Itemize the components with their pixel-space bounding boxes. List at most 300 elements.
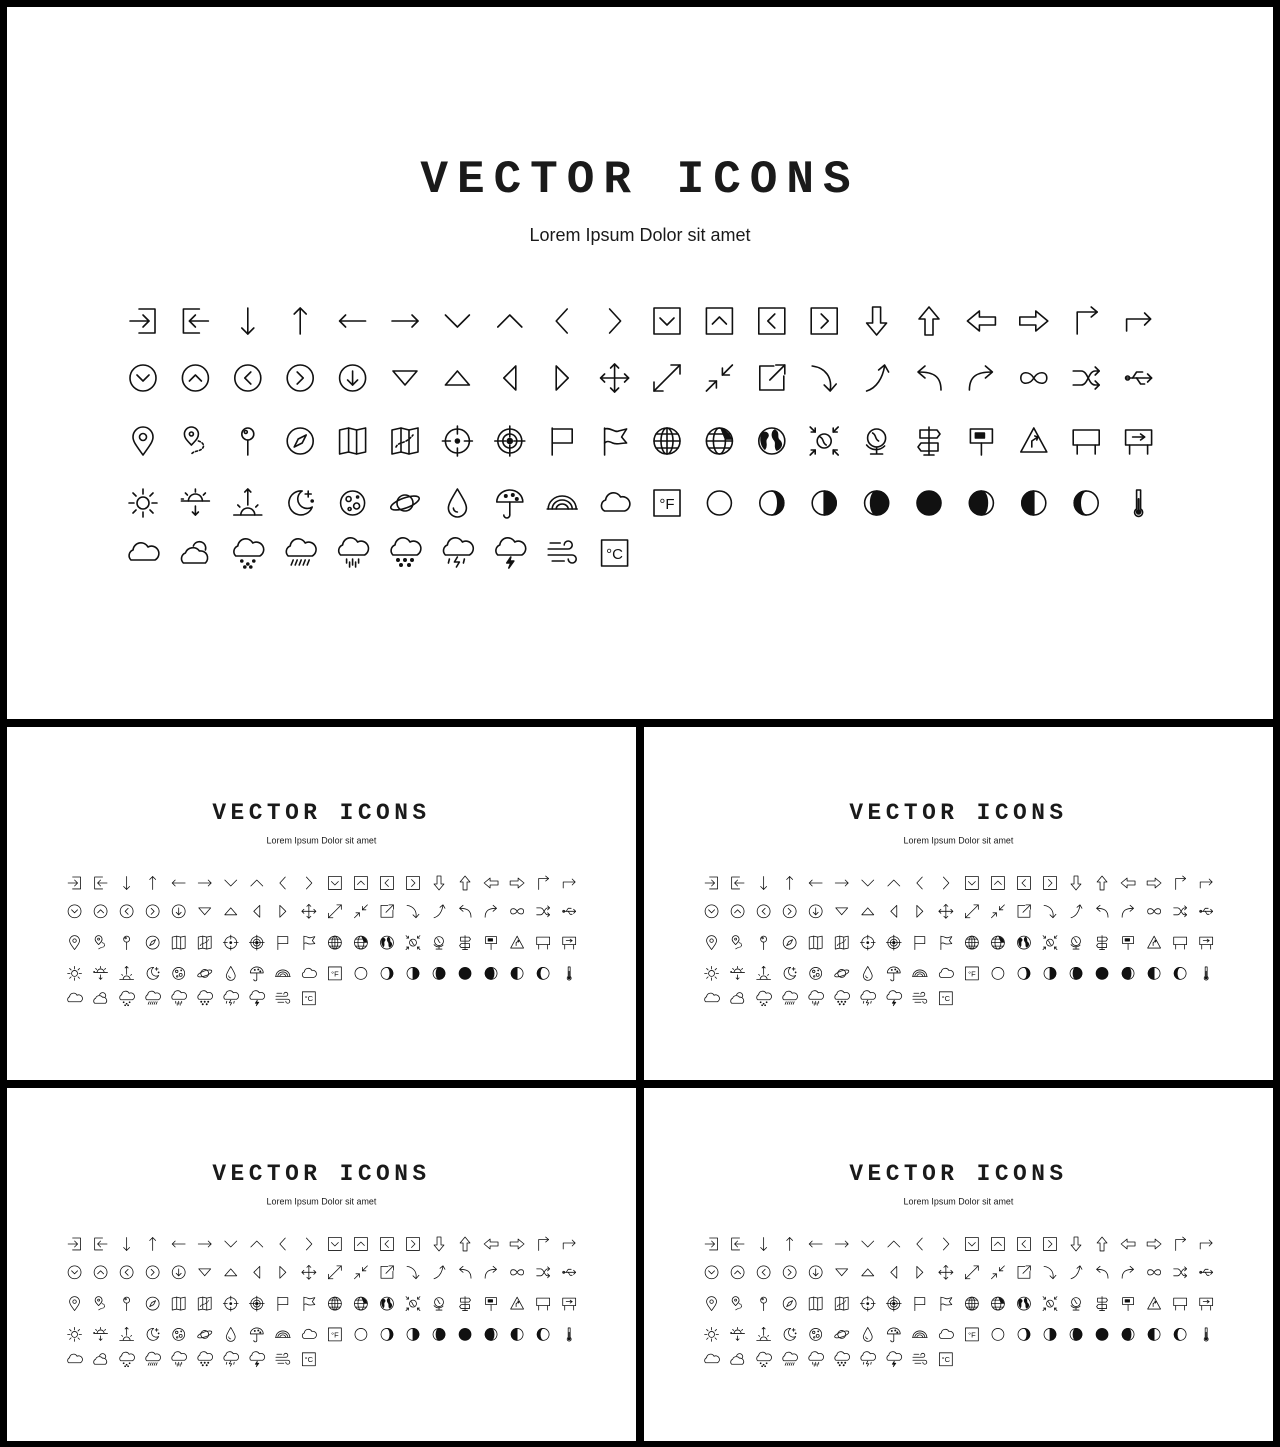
arrow-left-icon	[809, 880, 822, 886]
location-pin-icon	[761, 1297, 767, 1310]
sunrise-icon	[757, 966, 771, 979]
fahrenheit-icon	[328, 1328, 341, 1341]
turn-right-icon	[1127, 313, 1151, 331]
cloud-snow-icon	[835, 1352, 850, 1366]
chevron-down-icon	[445, 315, 469, 327]
celsius-label: °C	[304, 994, 314, 1004]
square-chevron-right-icon	[407, 877, 420, 890]
chevron-up-icon	[251, 1241, 263, 1247]
loop-icon	[511, 909, 524, 914]
celsius-label: °C	[941, 994, 951, 1004]
chevron-right-icon	[306, 1238, 311, 1250]
arrow-up-icon	[150, 1238, 156, 1251]
circle-chevron-down-icon	[130, 365, 156, 391]
celsius-icon	[939, 1353, 952, 1366]
umbrella-icon	[250, 967, 263, 981]
login-icon	[705, 1238, 717, 1250]
first-quarter-icon	[407, 1328, 419, 1340]
sunset-icon	[731, 1327, 745, 1340]
circle-chevron-left-icon	[120, 1266, 133, 1279]
hollow-arrow-up-icon	[919, 307, 939, 335]
expand-icon	[965, 1266, 978, 1279]
curved-arrow-up-icon	[867, 365, 889, 391]
shuffle-icon	[1174, 906, 1187, 917]
waning-crescent-icon	[1174, 967, 1186, 979]
slide-subtitle: Lorem Ipsum Dolor sit amet	[903, 1196, 1014, 1207]
arrow-right-icon	[392, 315, 418, 327]
collapse-icon	[706, 365, 732, 391]
earth-arrows-icon	[406, 1297, 420, 1311]
globe-icon	[328, 1297, 341, 1310]
sun-icon	[705, 1327, 719, 1341]
move-icon	[302, 1265, 316, 1279]
map-pin-icon	[707, 936, 717, 950]
cloud-snow-icon	[835, 991, 850, 1005]
cloud-thunder-icon	[861, 991, 876, 1006]
curved-arrow-up-icon	[434, 905, 445, 918]
waxing-gibbous-icon	[1070, 1328, 1082, 1340]
signpost-icon	[1097, 936, 1108, 950]
loop-icon	[1148, 909, 1161, 914]
new-moon-icon	[355, 1328, 367, 1340]
globe-alt-icon	[706, 428, 732, 454]
external-link-icon	[381, 905, 393, 917]
flag-icon	[552, 428, 572, 455]
chevron-down-icon	[225, 880, 237, 886]
warning-road-icon	[1148, 1297, 1161, 1309]
circle-arrow-down-icon	[809, 905, 822, 918]
moon-stars-icon	[147, 967, 159, 979]
route-pin-icon	[95, 936, 105, 950]
loop-icon	[1148, 1270, 1161, 1275]
cloud-heavy-rain-icon	[809, 991, 824, 1006]
fahrenheit-label: °F	[968, 1330, 976, 1340]
waning-crescent-icon	[1174, 1328, 1186, 1340]
hollow-arrow-up-icon	[1097, 1237, 1107, 1251]
chevron-down-icon	[862, 1241, 874, 1247]
curved-arrow-up-icon	[434, 1266, 445, 1279]
warning-road-icon	[511, 1297, 524, 1309]
login-icon	[705, 877, 717, 889]
waning-crescent-icon	[537, 967, 549, 979]
square-chevron-down-icon	[328, 1238, 341, 1251]
waning-crescent-icon	[537, 1328, 549, 1340]
route-pin-icon	[732, 1297, 742, 1311]
earth-icon	[759, 428, 785, 454]
celsius-icon	[602, 540, 628, 566]
billboard-icon	[1174, 1298, 1187, 1310]
expand-icon	[965, 905, 978, 918]
square-chevron-left-icon	[759, 308, 785, 334]
flag-icon	[915, 1297, 925, 1310]
arrow-down-icon	[242, 308, 254, 334]
expand-icon	[328, 1266, 341, 1279]
cloud-sun-icon	[731, 993, 744, 1004]
slide-thumbnail-top-left[interactable]	[7, 727, 636, 1080]
square-chevron-right-icon	[1044, 1238, 1057, 1251]
arrow-left-icon	[340, 315, 366, 327]
arrow-down-icon	[124, 877, 130, 890]
external-link-icon	[1018, 905, 1030, 917]
hollow-arrow-right-icon	[510, 878, 524, 888]
triangle-left-icon	[891, 1266, 897, 1278]
chevron-right-icon	[943, 877, 948, 889]
circle-chevron-left-icon	[120, 905, 133, 918]
warning-road-icon	[1148, 936, 1161, 948]
umbrella-icon	[250, 1328, 263, 1342]
map-pin-icon	[70, 936, 80, 950]
hollow-arrow-left-icon	[484, 1239, 498, 1249]
new-moon-icon	[992, 1328, 1004, 1340]
full-moon-icon	[1096, 967, 1108, 979]
arrow-left-icon	[172, 880, 185, 886]
sunset-icon	[181, 489, 209, 515]
hollow-arrow-left-icon	[1121, 878, 1135, 888]
hollow-arrow-up-icon	[1097, 876, 1107, 890]
cloud-drizzle-icon	[757, 1352, 772, 1367]
triangle-right-icon	[280, 905, 286, 917]
usb-icon	[1200, 908, 1213, 914]
cloud-icon	[601, 493, 629, 511]
hollow-arrow-left-icon	[484, 878, 498, 888]
slide-thumbnail-top-right[interactable]	[644, 727, 1273, 1080]
water-drop-icon	[863, 966, 872, 980]
circle-chevron-left-icon	[757, 905, 770, 918]
cloud-rain-icon	[783, 991, 798, 1004]
move-icon	[302, 904, 316, 918]
moon-stars-icon	[289, 491, 313, 515]
arrow-up-icon	[787, 877, 793, 890]
redo-icon	[969, 366, 992, 390]
rainbow-icon	[275, 1331, 290, 1337]
cloud-drizzle-icon	[234, 539, 264, 568]
loop-icon	[1021, 373, 1047, 384]
slide-title: VECTOR ICONS	[212, 800, 431, 826]
cloud-drizzle-icon	[757, 991, 772, 1006]
cloud-lightning-icon	[250, 1352, 265, 1367]
slide-thumbnail-bottom-left[interactable]	[7, 1088, 636, 1441]
waxing-crescent-icon	[1018, 967, 1030, 979]
map-pin-icon	[133, 427, 153, 455]
thermometer-icon	[567, 967, 571, 980]
triangle-down-icon	[836, 1269, 848, 1276]
shuffle-icon	[1073, 367, 1099, 389]
earth-icon	[380, 936, 393, 949]
expand-icon	[328, 905, 341, 918]
slide-title: VECTOR ICONS	[849, 1161, 1068, 1187]
cloud-lightning-icon	[887, 991, 902, 1006]
circle-chevron-left-icon	[235, 365, 261, 391]
earth-icon	[1017, 936, 1030, 949]
full-moon-icon	[459, 1328, 471, 1340]
sun-icon	[68, 966, 82, 980]
first-quarter-icon	[1044, 1328, 1056, 1340]
redo-icon	[1122, 1266, 1133, 1278]
waxing-gibbous-icon	[433, 1328, 445, 1340]
undo-icon	[460, 905, 471, 917]
planet-icon	[834, 969, 850, 979]
globe-alt-icon	[354, 936, 367, 949]
map-route-icon	[198, 936, 211, 949]
hollow-arrow-up-icon	[460, 1237, 470, 1251]
icon-grid	[7, 727, 636, 1080]
logout-icon	[95, 1238, 107, 1250]
wind-icon	[548, 541, 576, 563]
undo-icon	[918, 366, 941, 390]
fahrenheit-label: °F	[968, 969, 976, 979]
planet-icon	[834, 1330, 850, 1340]
signpost-icon	[918, 427, 940, 455]
usb-icon	[563, 1269, 576, 1275]
arrow-right-icon	[835, 1241, 848, 1247]
sun-icon	[705, 966, 719, 980]
hollow-arrow-right-icon	[1020, 311, 1048, 331]
flag-icon	[278, 1297, 288, 1310]
cloud-icon	[939, 1329, 953, 1338]
crosshair-icon	[223, 1296, 238, 1311]
turn-right-up-icon	[539, 1237, 549, 1250]
shuffle-icon	[537, 1267, 550, 1278]
waxing-gibbous-icon	[433, 967, 445, 979]
slide-title: VECTOR ICONS	[849, 800, 1068, 826]
chevron-left-icon	[917, 877, 922, 889]
curved-arrow-down-icon	[1044, 905, 1056, 917]
circle-chevron-up-icon	[182, 365, 208, 391]
square-chevron-down-icon	[654, 308, 680, 334]
billboard-arrow-icon	[1200, 1298, 1213, 1310]
square-chevron-left-icon	[1017, 877, 1030, 890]
triangle-up-icon	[225, 908, 237, 915]
curved-arrow-down-icon	[812, 366, 836, 391]
last-quarter-icon	[1022, 491, 1046, 515]
square-chevron-up-icon	[991, 1238, 1004, 1251]
full-moon-icon	[459, 967, 471, 979]
square-chevron-down-icon	[965, 1238, 978, 1251]
triangle-right-icon	[280, 1266, 286, 1278]
new-moon-icon	[992, 967, 1004, 979]
triangle-right-icon	[556, 366, 568, 390]
hollow-arrow-down-icon	[867, 307, 887, 335]
billboard-arrow-icon	[563, 937, 576, 949]
water-drop-icon	[226, 966, 235, 980]
slide-subtitle: Lorem Ipsum Dolor sit amet	[529, 225, 751, 245]
map-icon	[809, 1297, 822, 1310]
sunset-icon	[94, 1327, 108, 1340]
wind-icon	[913, 1353, 927, 1364]
flag-waving-icon	[941, 1297, 952, 1310]
cloud-sun-icon	[182, 542, 208, 563]
waning-crescent-icon	[1074, 491, 1098, 515]
usb-icon	[1200, 1269, 1213, 1275]
water-drop-icon	[226, 1327, 235, 1341]
slide-subtitle: Lorem Ipsum Dolor sit amet	[266, 1196, 377, 1207]
circle-chevron-down-icon	[68, 905, 81, 918]
expand-icon	[654, 365, 680, 391]
slide-thumbnail-bottom-right[interactable]	[644, 1088, 1273, 1441]
sign-board-icon	[1123, 937, 1134, 950]
slide-title: VECTOR ICONS	[212, 1161, 431, 1187]
triangle-up-icon	[225, 1269, 237, 1276]
cloud-icon	[302, 1329, 316, 1338]
globe-alt-icon	[991, 1297, 1004, 1310]
full-moon-icon	[917, 491, 941, 515]
planet-icon	[197, 969, 213, 979]
square-chevron-down-icon	[328, 877, 341, 890]
globe-alt-icon	[354, 1297, 367, 1310]
cloud-outline-icon	[705, 1354, 720, 1363]
earth-arrows-icon	[1043, 936, 1057, 950]
undo-icon	[1097, 905, 1108, 917]
target-icon	[886, 1296, 901, 1311]
icon-grid-svg	[644, 1088, 1273, 1441]
thermometer-icon	[1204, 1328, 1208, 1341]
redo-icon	[1122, 905, 1133, 917]
sign-board-icon	[970, 429, 992, 455]
triangle-left-icon	[504, 366, 516, 390]
triangle-right-icon	[917, 1266, 923, 1278]
map-pin-icon	[707, 1297, 717, 1311]
target-icon	[495, 426, 525, 456]
globe-icon	[965, 936, 978, 949]
waning-gibbous-icon	[1122, 967, 1134, 979]
sunset-icon	[731, 966, 745, 979]
hollow-arrow-right-icon	[510, 1239, 524, 1249]
waxing-crescent-icon	[381, 1328, 393, 1340]
curved-arrow-down-icon	[407, 905, 419, 917]
billboard-icon	[1073, 430, 1099, 454]
cloud-icon	[939, 968, 953, 977]
sunrise-icon	[234, 489, 262, 515]
first-quarter-icon	[407, 967, 419, 979]
turn-right-up-icon	[1077, 307, 1097, 334]
arrow-right-icon	[835, 880, 848, 886]
cloud-thunder-icon	[224, 991, 239, 1006]
collapse-icon	[354, 905, 367, 918]
billboard-arrow-icon	[1126, 430, 1152, 454]
cloud-snow-icon	[391, 538, 421, 566]
arrow-right-icon	[198, 880, 211, 886]
circle-arrow-down-icon	[809, 1266, 822, 1279]
circle-chevron-up-icon	[94, 1266, 107, 1279]
planet-icon	[389, 493, 421, 513]
triangle-right-icon	[917, 905, 923, 917]
moon-stars-icon	[784, 967, 796, 979]
circle-chevron-right-icon	[146, 905, 159, 918]
chevron-right-icon	[943, 1238, 948, 1250]
celsius-icon	[939, 992, 952, 1005]
square-chevron-up-icon	[706, 308, 732, 334]
fahrenheit-label: °F	[331, 1330, 339, 1340]
waxing-crescent-icon	[1018, 1328, 1030, 1340]
icon-grid-svg	[7, 727, 636, 1080]
flag-icon	[915, 936, 925, 949]
arrow-left-icon	[809, 1241, 822, 1247]
cloud-sun-icon	[94, 1354, 107, 1365]
map-icon	[172, 936, 185, 949]
cloud-outline-icon	[68, 993, 83, 1002]
square-chevron-right-icon	[407, 1238, 420, 1251]
turn-right-icon	[563, 879, 575, 888]
icon-grid	[7, 7, 1273, 719]
logout-icon	[183, 309, 208, 333]
thermometer-icon	[1135, 490, 1143, 516]
celsius-label: °C	[606, 546, 624, 563]
usb-icon	[1126, 372, 1152, 384]
crosshair-icon	[223, 935, 238, 950]
logout-icon	[732, 877, 744, 889]
celsius-label: °C	[941, 1355, 951, 1365]
route-pin-icon	[95, 1297, 105, 1311]
cloud-heavy-rain-icon	[809, 1352, 824, 1367]
move-icon	[601, 364, 629, 392]
chevron-left-icon	[917, 1238, 922, 1250]
location-pin-icon	[124, 1297, 130, 1310]
chevron-down-icon	[862, 880, 874, 886]
fahrenheit-icon	[965, 967, 978, 980]
cloud-drizzle-icon	[120, 991, 135, 1006]
cloud-heavy-rain-icon	[172, 991, 187, 1006]
hollow-arrow-down-icon	[1071, 1237, 1081, 1251]
chevron-right-icon	[610, 309, 621, 333]
billboard-icon	[537, 1298, 550, 1310]
triangle-down-icon	[199, 1269, 211, 1276]
waxing-crescent-icon	[760, 491, 784, 515]
hollow-arrow-right-icon	[1147, 1239, 1161, 1249]
hollow-arrow-down-icon	[434, 1237, 444, 1251]
circle-chevron-right-icon	[146, 1266, 159, 1279]
arrow-down-icon	[761, 1238, 767, 1251]
login-icon	[68, 1238, 80, 1250]
desk-globe-icon	[1071, 937, 1080, 949]
waxing-gibbous-icon	[1070, 967, 1082, 979]
waning-gibbous-icon	[1122, 1328, 1134, 1340]
turn-right-icon	[1200, 1240, 1212, 1249]
redo-icon	[485, 1266, 496, 1278]
compass-icon	[287, 428, 313, 454]
triangle-down-icon	[836, 908, 848, 915]
icon-grid-svg	[7, 7, 1273, 719]
celsius-icon	[302, 1353, 315, 1366]
square-chevron-up-icon	[354, 877, 367, 890]
square-chevron-left-icon	[380, 1238, 393, 1251]
map-route-icon	[835, 936, 848, 949]
moon-craters-icon	[173, 1328, 185, 1340]
cloud-rain-icon	[146, 991, 161, 1004]
map-icon	[172, 1297, 185, 1310]
warning-road-icon	[1021, 428, 1047, 452]
square-chevron-right-icon	[811, 308, 837, 334]
hollow-arrow-right-icon	[1147, 878, 1161, 888]
usb-icon	[563, 908, 576, 914]
cloud-heavy-rain-icon	[339, 538, 369, 567]
shuffle-icon	[1174, 1267, 1187, 1278]
cloud-outline-icon	[129, 543, 159, 560]
turn-right-up-icon	[1176, 1237, 1186, 1250]
flag-icon	[278, 936, 288, 949]
compass-icon	[146, 936, 159, 949]
umbrella-icon	[887, 1328, 900, 1342]
moon-craters-icon	[173, 967, 185, 979]
map-pin-icon	[70, 1297, 80, 1311]
earth-icon	[380, 1297, 393, 1310]
icon-grid	[644, 727, 1273, 1080]
triangle-down-icon	[393, 371, 417, 385]
waning-gibbous-icon	[485, 1328, 497, 1340]
last-quarter-icon	[511, 967, 523, 979]
sign-board-icon	[486, 937, 497, 950]
slide-subtitle: Lorem Ipsum Dolor sit amet	[903, 835, 1014, 846]
circle-chevron-left-icon	[757, 1266, 770, 1279]
